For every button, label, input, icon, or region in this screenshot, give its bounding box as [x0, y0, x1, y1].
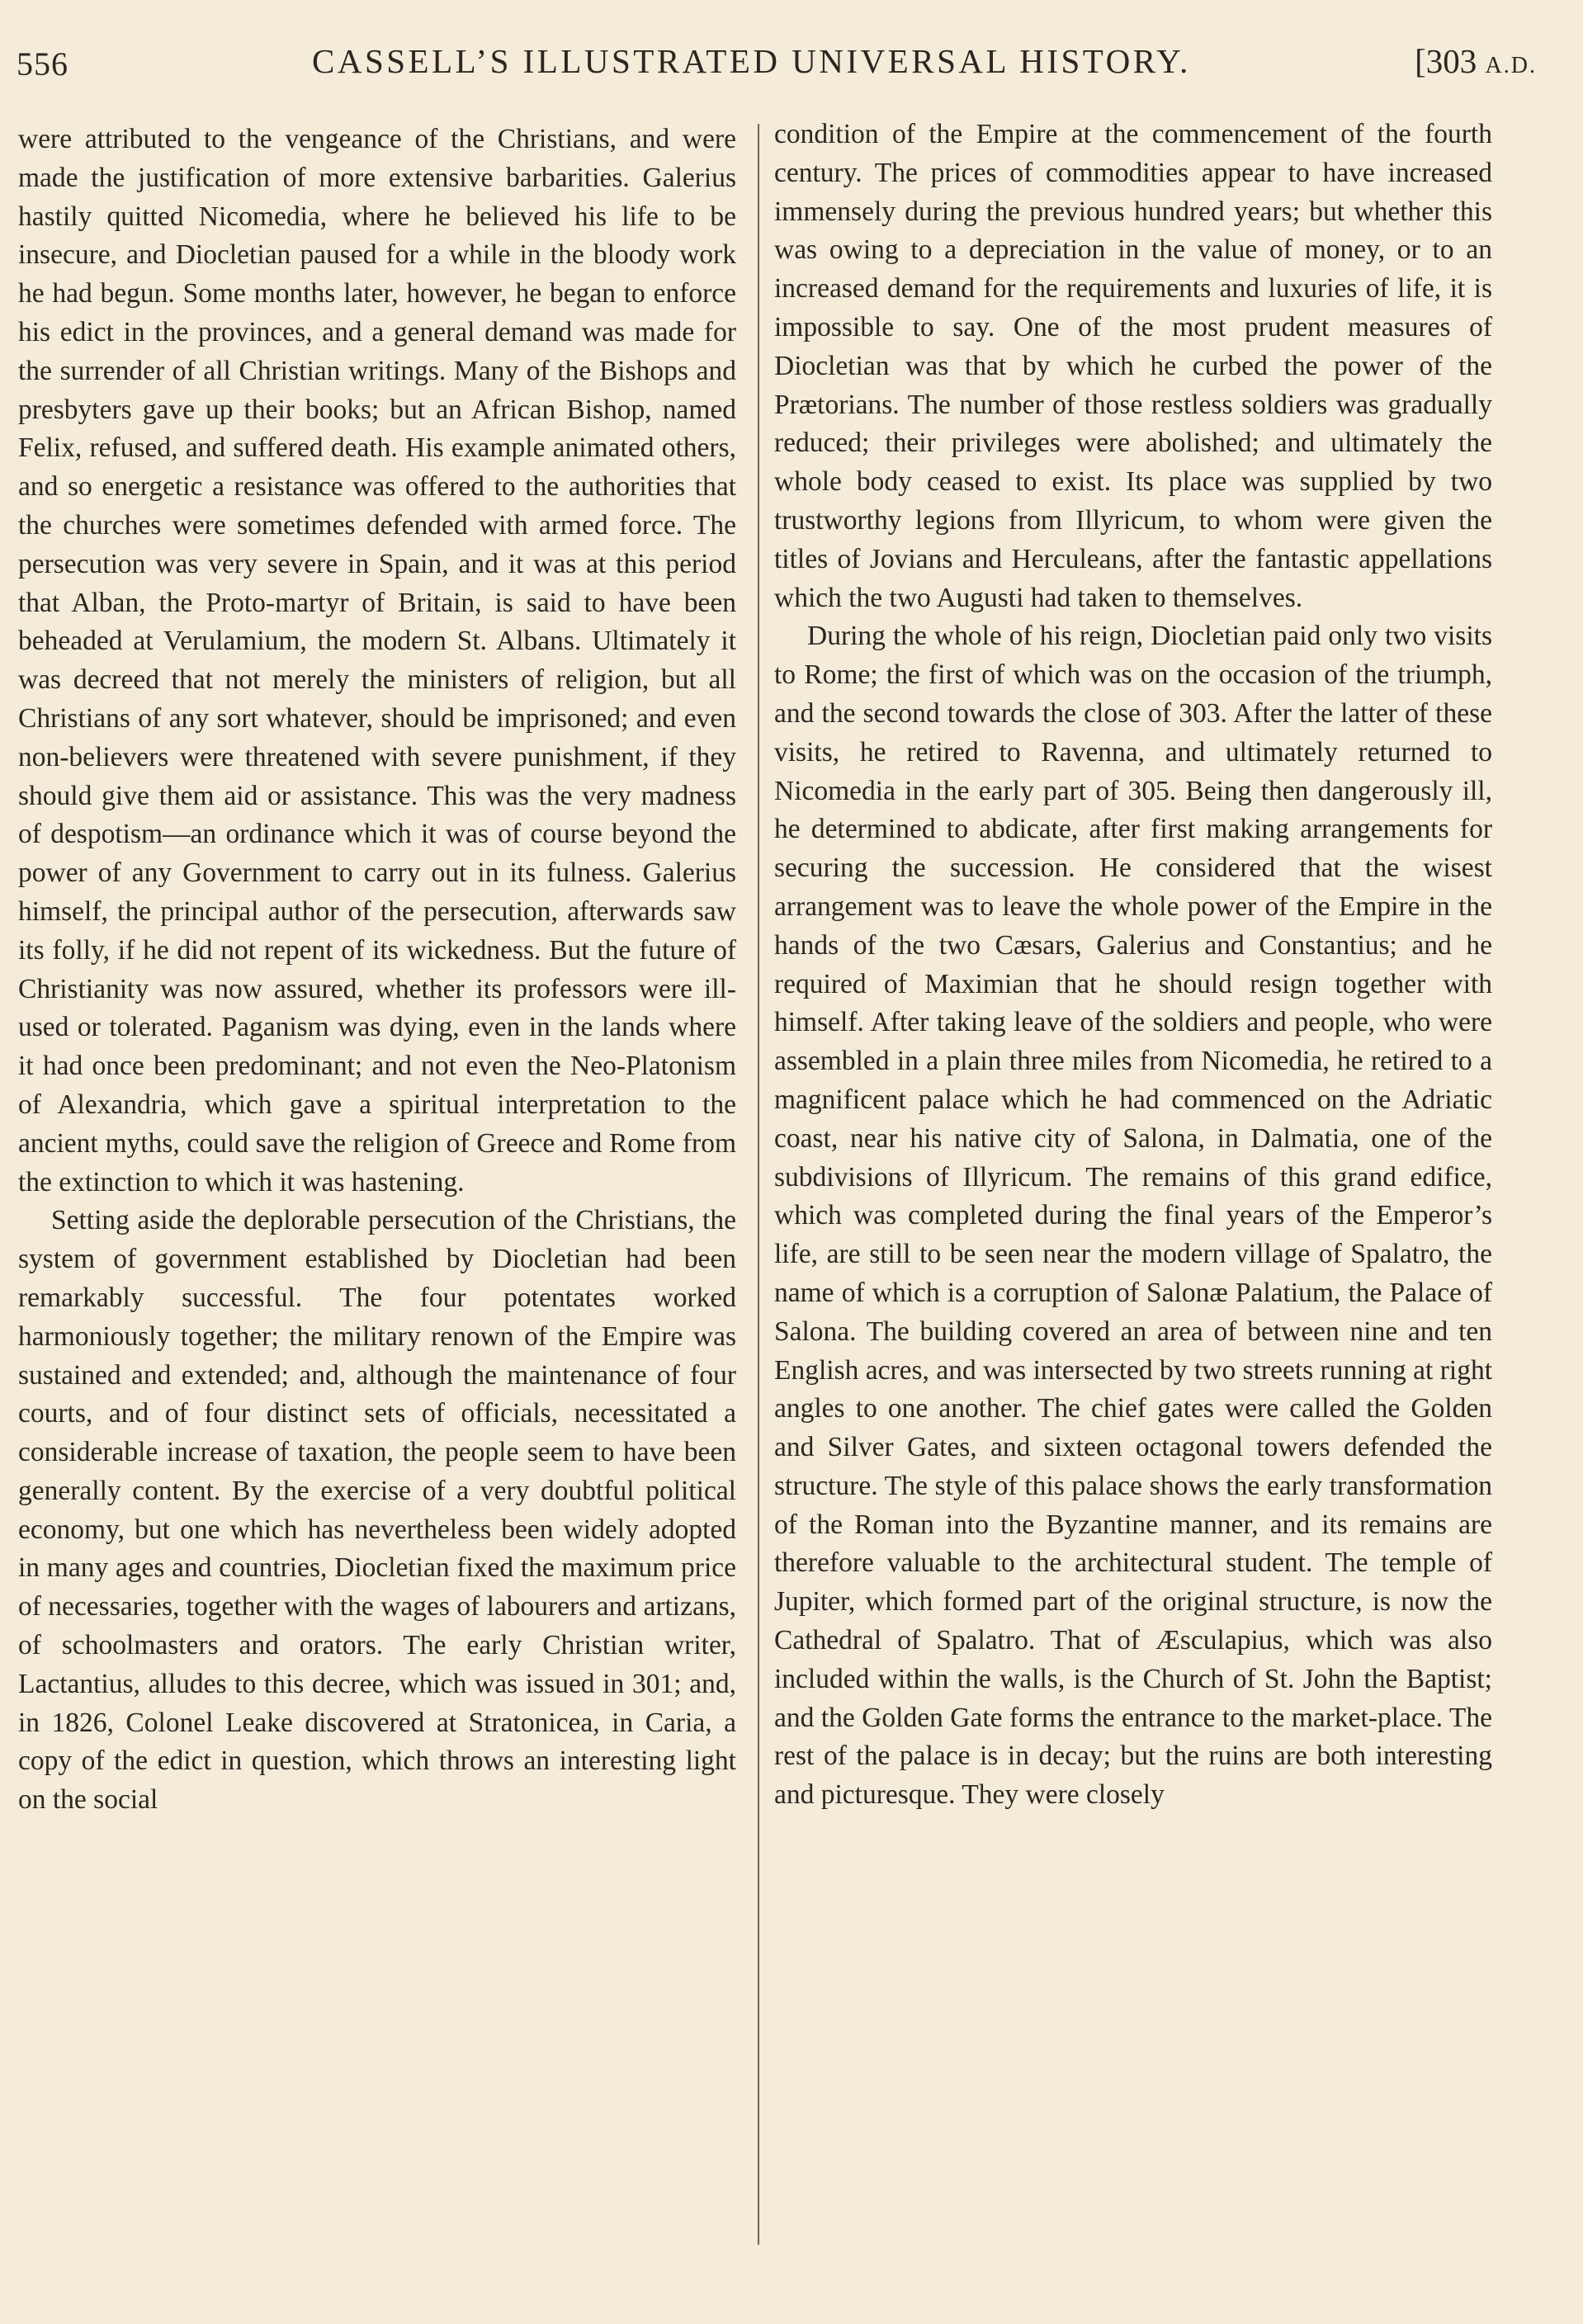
page-number: 556 [17, 45, 69, 83]
left-column [18, 120, 736, 1820]
running-header [15, 41, 1568, 91]
date-era: A.D. [1485, 53, 1537, 78]
column-divider [758, 124, 759, 2245]
right-paragraph-2: During the whole of his reign, Diocletian paid only two visits to Rome; the first of which was on the occasion of the triumph, and the second towards the close of 303. After the latter of these visits, he retired to Ravenna, and ultimately returned to Nicomedia in the early part of 305. Being then dangerously ill, he determined to abdicate, after first making arrangements for securing the succession. He considered that the wisest arrangement was to leave the whole power of the Empire in the hands of the two Cæsars, Galerius and Constantius; and he required of Maximian that he should resign together with himself. After taking leave of the soldiers and people, who were assembled in a plain three miles from Nicomedia, he retired to a magnificent palace which he had commenced on the Adriatic coast, near his native city of Salona, in Dalmatia, one of the subdivisions of Illyricum. The remains of this grand edifice, which was completed during the final years of the Emperor’s life, are still to be seen near the modern village of Spalatro, the name of which is a corruption of Salonæ Palatium, the Palace of Salona. The building covered an area of between nine and ten English acres, and was intersected by two streets running at right angles to one another. The chief gates were called the Golden and Silver Gates, and sixteen octagonal towers defended the structure. The style of this palace shows the early transformation of the Roman into the Byzantine manner, and its remains are therefore valuable to the architectural student. The temple of Jupiter, which formed part of the original structure, is now the Cathedral of Spalatro. That of Æsculapius, which was also included within the walls, is the Church of St. John the Baptist; and the Golden Gate forms the entrance to the market-place. The rest of the palace is in decay; but the ruins are both interesting and picturesque. They were closely [774, 621, 1492, 1811]
right-column [774, 116, 1492, 1815]
left-paragraph-1: were attributed to the vengeance of the Christians, and were made the justification of more extensive barbarities. Galerius hastily quitted Nicomedia, where he believed his life to be insecure, and Diocletian paused for a while in the bloody work he had begun. Some months later, however, he began to enforce his edict in the provinces, and a general demand was made for the surrender of all Christian writings. Many of the Bishops and presbyters gave up their books; but an African Bishop, named Felix, refused, and suffered death. His example animated others, and so energetic a resistance was offered to the authorities that the churches were sometimes defended with armed force. The persecution was very severe in Spain, and it was at this period that Alban, the Proto-martyr of Britain, is said to have been beheaded at Verulamium, the modern St. Albans. Ultimately it was decreed that not merely the ministers of religion, but all Christians of any sort whatever, should be imprisoned; and even non-believers were threatened with severe punishment, if they should give them aid or assistance. This was the very madness of despotism—an ordinance which it was of course beyond the power of any Government to carry out in its fulness. Galerius himself, the principal author of the persecution, afterwards saw its folly, if he did not repent of its wickedness. But the future of Christianity was now assured, whether its professors were ill-used or tolerated. Paganism was dying, even in the lands where it had once been predominant; and not even the Neo-Platonism of Alexandria, which gave a spiritual interpretation to the ancient myths, could save the religion of Greece and Rome from the extinction to which it was hastening. [18, 124, 736, 1197]
left-paragraph-2: Setting aside the deplorable persecution of the Christians, the system of government established by Diocletian had been remarkably successful. The four potentates worked harmoniously together; the military renown of the Empire was sustained and extended; and, although the maintenance of four courts, and of four distinct sets of officials, necessitated a considerable increase of taxation, the people seem to have been generally content. By the exercise of a very doubtful political economy, but one which has nevertheless been widely adopted in many ages and countries, Diocletian fixed the maximum price of necessaries, together with the wages of labourers and artizans, of schoolmasters and orators. The early Christian writer, Lactantius, alludes to this decree, which was issued in 301; and, in 1826, Colonel Leake discovered at Stratonicea, in Caria, a copy of the edict in question, which throws an interesting light on the social [18, 1205, 736, 1816]
date-year: [303 [1415, 42, 1477, 80]
running-date [1415, 41, 1537, 81]
running-title: CASSELL’S ILLUSTRATED UNIVERSAL HISTORY. [312, 42, 1191, 80]
right-paragraph-1: condition of the Empire at the commencement of the fourth century. The prices of commodities appear to have increased immensely during the previous hundred years; but whether this was owing to a depreciation in the value of money, or to an increased demand for the requirements and luxuries of life, it is impossible to say. One of the most prudent measures of Diocletian was that by which he curbed the power of the Prætorians. The number of those restless soldiers was gradually reduced; their privileges were abolished; and ultimately the whole body ceased to exist. Its place was supplied by two trustworthy legions from Illyricum, to whom were given the titles of Jovians and Herculeans, after the fantastic appellations which the two Augusti had taken to themselves. [774, 119, 1492, 613]
